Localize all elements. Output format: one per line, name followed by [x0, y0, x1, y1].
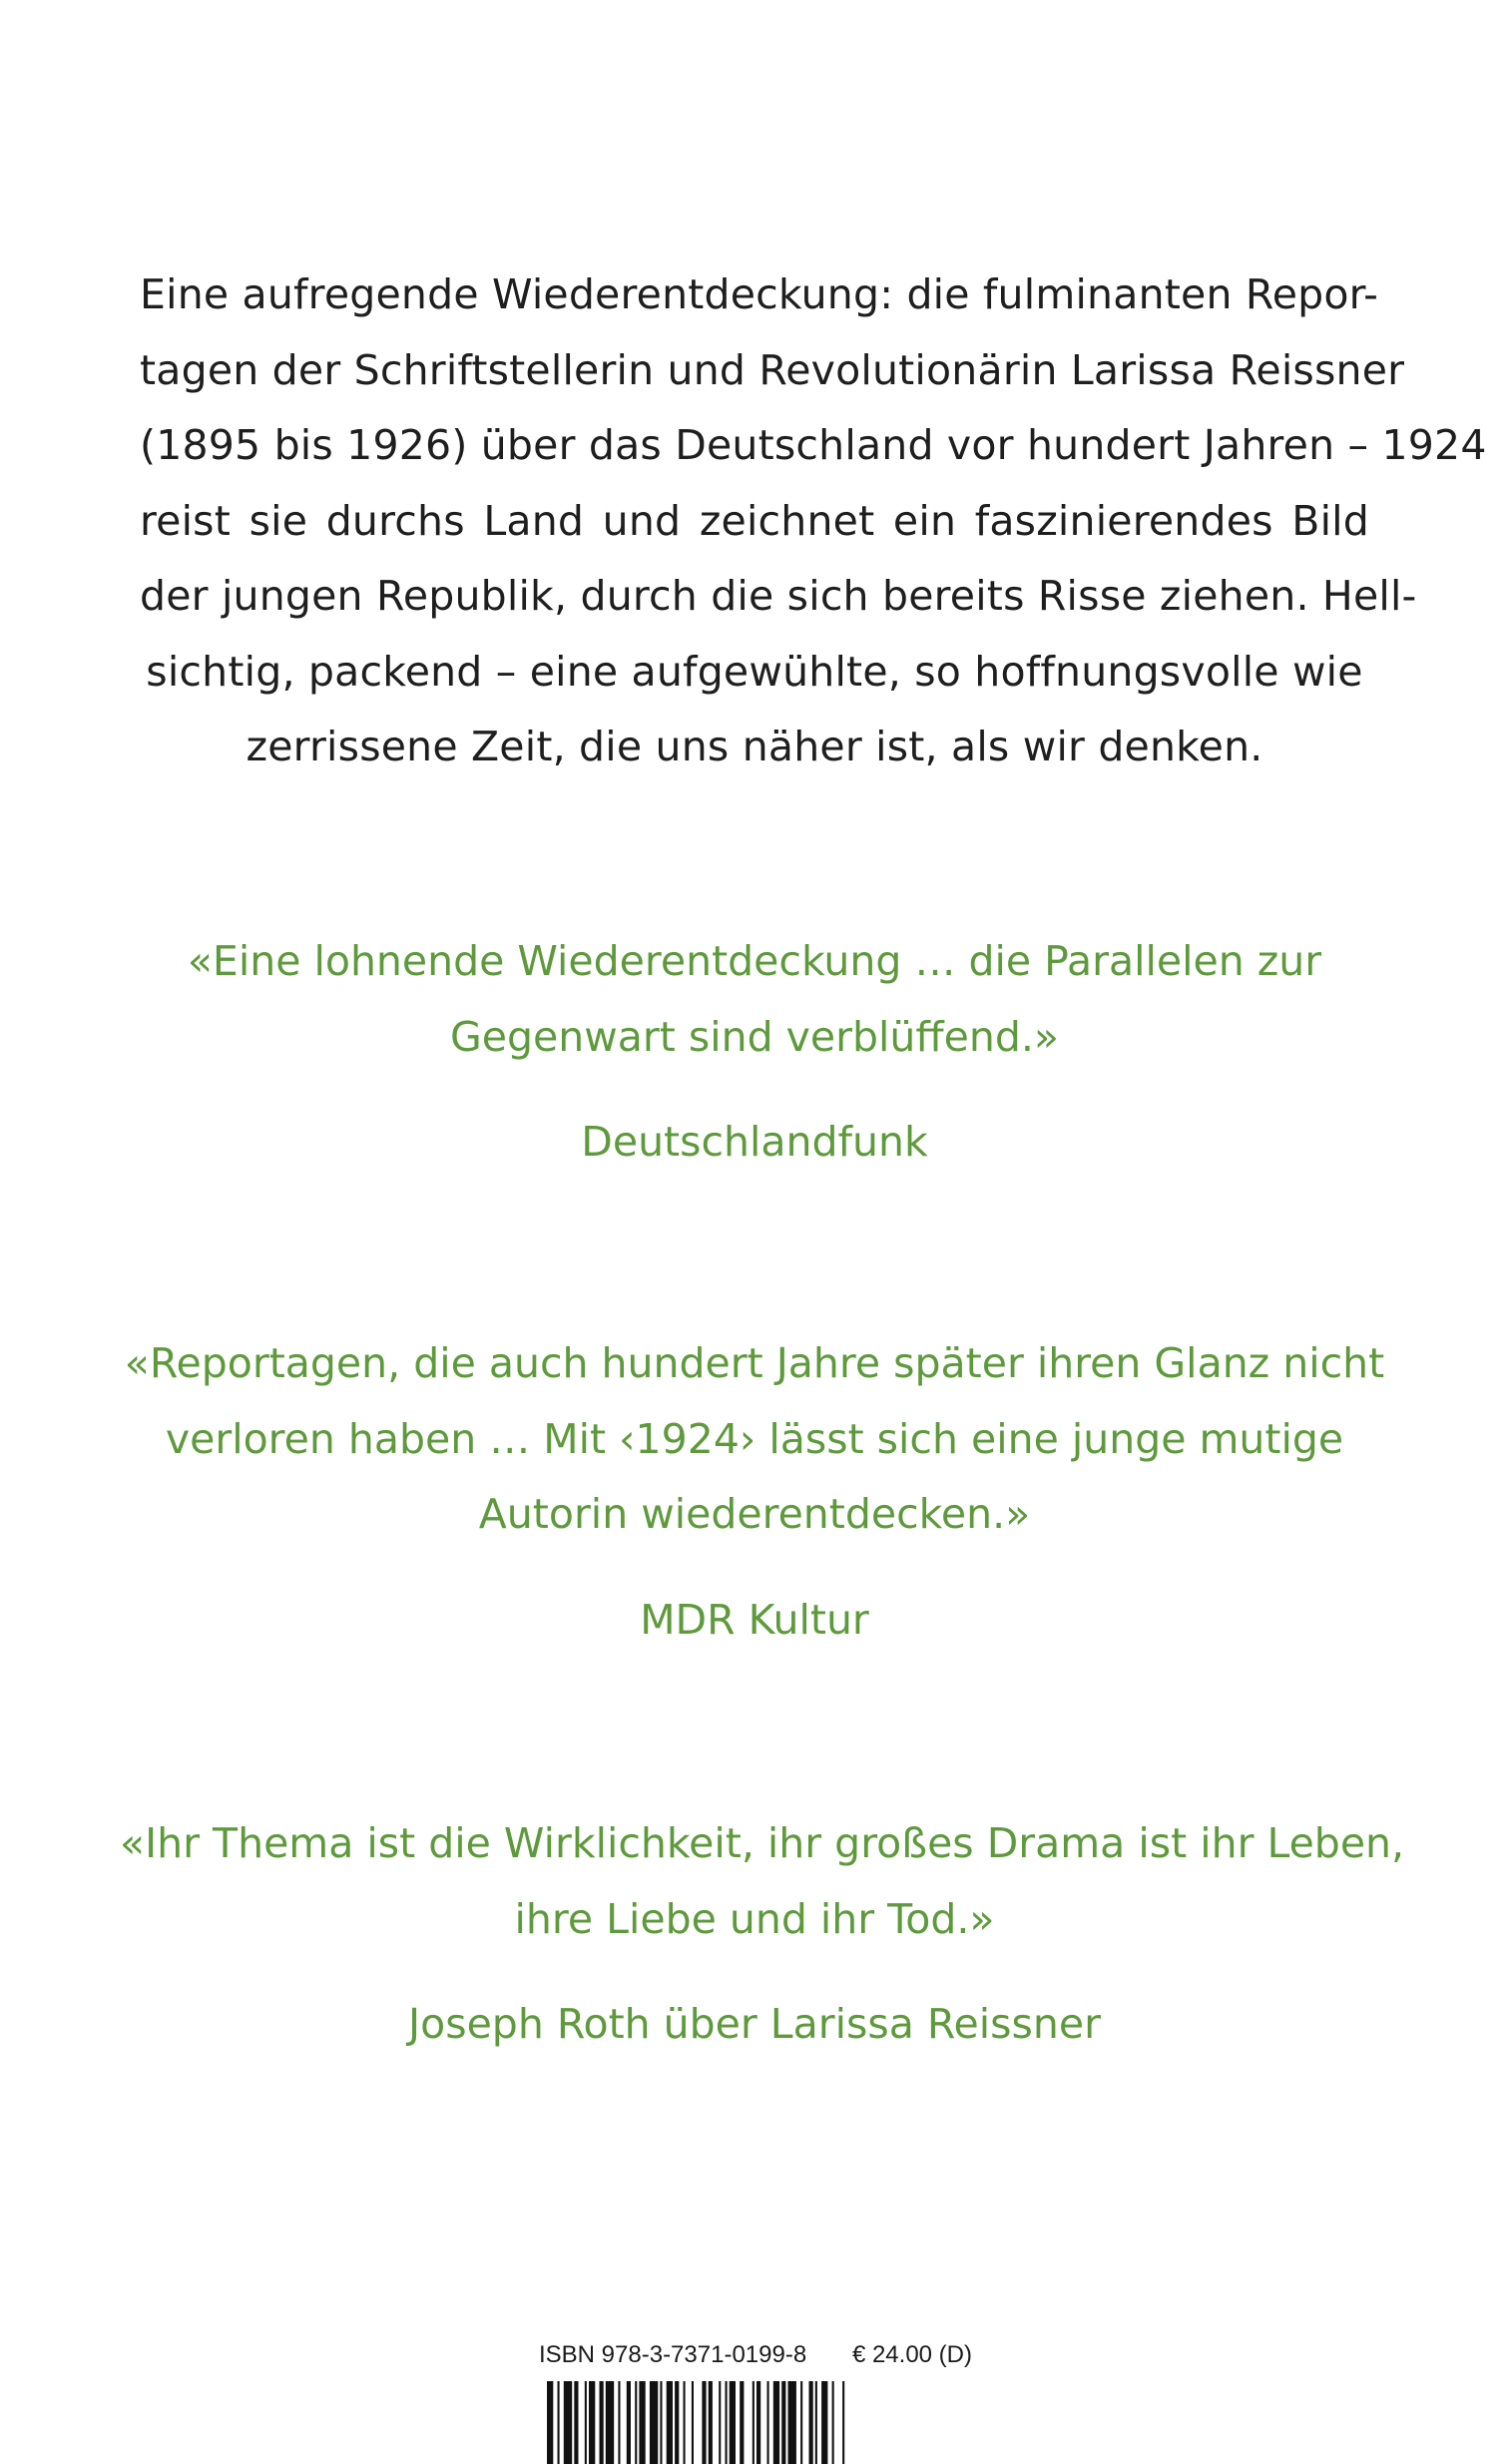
review-quote [120, 924, 1389, 1181]
barcode-bar [692, 2381, 694, 2464]
quote-source: MDR Kultur [640, 1595, 869, 1644]
barcode-bar [675, 2381, 679, 2464]
barcode-bar [585, 2381, 587, 2464]
quote-source: Deutschlandfunk [581, 1118, 928, 1166]
quote-source: Joseph Roth über Larissa Reissner [408, 2000, 1101, 2048]
blurb-line: der jungen Republik, durch die sich bereits Risse ziehen. Hell- [140, 572, 1417, 620]
barcode-bar [842, 2381, 844, 2464]
blurb-line: Eine aufregende Wiederentdeckung: die fulminanten Repor- [140, 270, 1379, 318]
barcode-bar [660, 2381, 662, 2464]
blurb-line: sichtig, packend – eine aufgewühlte, so hoffnungsvolle wie [146, 647, 1363, 696]
barcode-bar [627, 2381, 631, 2464]
barcode-bar [719, 2381, 721, 2464]
quote-line: «Reportagen, die auch hundert Jahre später ihren Glanz nicht [124, 1339, 1385, 1387]
barcode-bar [702, 2381, 706, 2464]
barcode-bar [800, 2381, 802, 2464]
barcode-bar [740, 2381, 744, 2464]
barcode-icon [547, 2381, 966, 2464]
barcode-bar [635, 2381, 637, 2464]
barcode-bar [767, 2381, 769, 2464]
quote-line: Autorin wiederentdecken.» [478, 1490, 1031, 1538]
barcode-bar [815, 2381, 817, 2464]
quote-line: Gegenwart sind verblüffend.» [450, 1012, 1059, 1061]
barcode-bar [564, 2381, 572, 2464]
blurb-line: reist sie durchs Land und zeichnet ein faszinierendes Bild [140, 496, 1369, 545]
blurb-text [140, 257, 1487, 785]
review-quote [120, 1326, 1389, 1658]
quote-line: verloren haben … Mit ‹1924› lässt sich eine junge mutige [165, 1414, 1344, 1463]
quote-line: «Ihr Thema ist die Wirklichkeit, ihr großes Drama ist ihr Leben, [120, 1819, 1405, 1867]
isbn-price-line [539, 2341, 972, 2369]
barcode-bar [618, 2381, 620, 2464]
barcode-bar [667, 2381, 673, 2464]
barcode-bar [606, 2381, 614, 2464]
barcode-bar [832, 2381, 834, 2464]
barcode-bar [821, 2381, 827, 2464]
barcode-bar [753, 2381, 754, 2464]
barcode-bar [730, 2381, 736, 2464]
quote-line: ihre Liebe und ihr Tod.» [514, 1894, 995, 1943]
barcode-bar [809, 2381, 813, 2464]
barcode-area [539, 2341, 972, 2464]
barcode-bar [788, 2381, 796, 2464]
barcode-bar [589, 2381, 595, 2464]
blurb-line: tagen der Schriftstellerin und Revolutionärin Larissa Reissner [140, 345, 1405, 394]
isbn-number: ISBN 978-3-7371-0199-8 [539, 2341, 807, 2368]
barcode-bar [600, 2381, 604, 2464]
barcode-bar [726, 2381, 728, 2464]
review-quote [120, 1806, 1405, 2063]
barcode-bar [639, 2381, 645, 2464]
price-label: € 24.00 (D) [851, 2341, 972, 2368]
barcode-bar [547, 2381, 553, 2464]
barcode-bar [684, 2381, 686, 2464]
barcode-bar [558, 2381, 560, 2464]
barcode-bar [773, 2381, 779, 2464]
barcode-bar [650, 2381, 658, 2464]
barcode-bar [574, 2381, 578, 2464]
quote-line: «Eine lohnende Wiederentdeckung … die Parallelen zur [187, 937, 1322, 985]
barcode-bar [781, 2381, 785, 2464]
barcode-bar [709, 2381, 713, 2464]
barcode-bar [756, 2381, 760, 2464]
blurb-line: zerrissene Zeit, die uns näher ist, als wir denken. [246, 723, 1263, 770]
blurb-line: (1895 bis 1926) über das Deutschland vor hundert Jahren – 1924 [140, 421, 1487, 469]
